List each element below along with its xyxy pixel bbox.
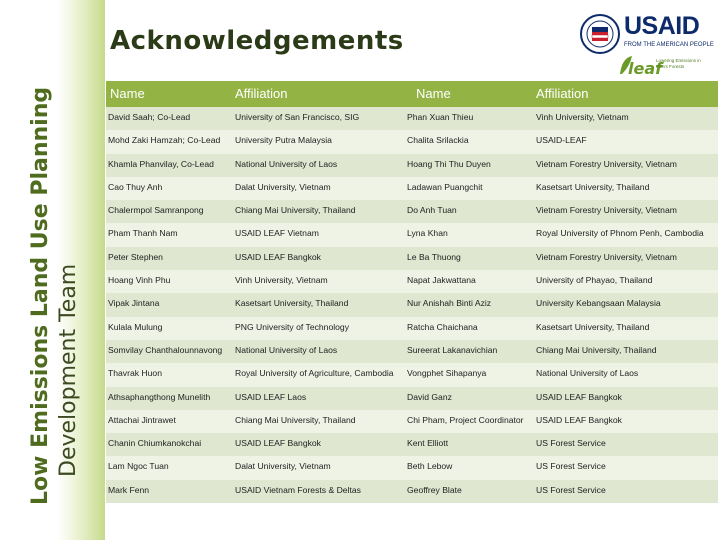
affiliation-cell: Kasetsart University, Thailand [235,298,349,309]
affiliation-cell: Chiang Mai University, Thailand [536,344,657,355]
usaid-seal-icon [580,14,620,54]
affiliation-cell: PNG University of Technology [235,321,349,332]
affiliation-cell: USAID Vietnam Forests & Deltas [235,484,361,495]
table-row [106,177,718,200]
affiliation-cell: University of Phayao, Thailand [536,275,653,286]
table-row [106,317,718,340]
usaid-tagline: FROM THE AMERICAN PEOPLE [624,42,714,48]
affiliation-cell: Vietnam Forestry University, Vietnam [536,158,677,169]
affiliation-cell: Dalat University, Vietnam [235,461,331,472]
member-name-cell: Le Ba Thuong [407,251,461,262]
affiliation-cell: US Forest Service [536,461,606,472]
acknowledgements-table [106,81,718,503]
member-name-cell: Kulala Mulung [108,321,163,332]
table-row [106,387,718,410]
affiliation-cell: Chiang Mai University, Thailand [235,414,356,425]
logo-area [580,12,714,78]
member-name-cell: Chi Pham, Project Coordinator [407,414,524,425]
table-row [106,410,718,433]
table-row [106,270,718,293]
affiliation-cell: USAID LEAF Bangkok [235,251,321,262]
member-name-cell: Mohd Zaki Hamzah; Co-Lead [108,135,221,146]
member-name-cell: Lam Ngoc Tuan [108,461,169,472]
member-name-cell: Vipak Jintana [108,298,160,309]
table-row [106,107,718,130]
affiliation-cell: University Kebangsaan Malaysia [536,298,661,309]
affiliation-cell: University Putra Malaysia [235,135,332,146]
table-row [106,480,718,503]
leaf-tagline: Lowering Emissions in Asia's Forests [656,58,701,69]
member-name-cell: Somvilay Chanthalounnavong [108,344,223,355]
affiliation-cell: Vietnam Forestry University, Vietnam [536,251,677,262]
affiliation-cell: National University of Laos [235,344,338,355]
member-name-cell: Athsaphangthong Munelith [108,391,211,402]
member-name-cell: Chalermpol Samranpong [108,205,204,216]
member-name-cell: Attachai Jintrawet [108,414,176,425]
header-name-2: Name [416,86,451,101]
table-row [106,293,718,316]
affiliation-cell: USAID LEAF Vietnam [235,228,319,239]
table-row [106,433,718,456]
member-name-cell: Lyna Khan [407,228,448,239]
member-name-cell: Ratcha Chaichana [407,321,478,332]
affiliation-cell: USAID LEAF Laos [235,391,307,402]
member-name-cell: Hoang Thi Thu Duyen [407,158,491,169]
member-name-cell: Beth Lebow [407,461,453,472]
table-row [106,247,718,270]
member-name-cell: Khamla Phanvilay, Co-Lead [108,158,214,169]
side-title-line2: Development Team [55,263,81,477]
affiliation-cell: USAID LEAF Bangkok [536,391,622,402]
affiliation-cell: Royal University of Phnom Penh, Cambodia [536,228,704,239]
affiliation-cell: USAID LEAF Bangkok [235,438,321,449]
table-row [106,200,718,223]
table-row [106,456,718,479]
header-name-1: Name [110,86,145,101]
affiliation-cell: US Forest Service [536,484,606,495]
affiliation-cell: Vinh University, Vietnam [235,275,328,286]
member-name-cell: Pham Thanh Nam [108,228,178,239]
affiliation-cell: Kasetsart University, Thailand [536,181,650,192]
affiliation-cell: USAID LEAF Bangkok [536,414,622,425]
member-name-cell: Napat Jakwattana [407,275,476,286]
table-header [106,81,718,107]
table-row [106,363,718,386]
affiliation-cell: Kasetsart University, Thailand [536,321,650,332]
usaid-wordmark: USAID [624,12,700,40]
header-affiliation-1: Affiliation [235,86,288,101]
affiliation-cell: Chiang Mai University, Thailand [235,205,356,216]
side-title-line1: Low Emissions Land Use Planning [27,86,53,505]
member-name-cell: Ladawan Puangchit [407,181,483,192]
member-name-cell: Geoffrey Blate [407,484,462,495]
affiliation-cell: National University of Laos [536,368,639,379]
member-name-cell: David Ganz [407,391,452,402]
affiliation-cell: University of San Francisco, SIG [235,112,360,122]
member-name-cell: Kent Elliott [407,438,449,449]
affiliation-cell: Vinh University, Vietnam [536,112,629,122]
member-name-cell: David Saah; Co-Lead [108,112,191,122]
affiliation-cell: USAID-LEAF [536,135,587,146]
svg-text:leaf: leaf [628,59,663,78]
member-name-cell: Sureerat Lakanavichian [407,344,498,355]
member-name-cell: Do Anh Tuan [407,205,457,216]
table-row [106,154,718,177]
table-row [106,223,718,246]
member-name-cell: Thavrak Huon [108,368,162,379]
affiliation-cell: Vietnam Forestry University, Vietnam [536,205,677,216]
member-name-cell: Hoang Vinh Phu [108,275,171,286]
affiliation-cell: US Forest Service [536,438,606,449]
header-affiliation-2: Affiliation [536,86,589,101]
table-body [106,107,718,503]
table-row [106,130,718,153]
member-name-cell: Peter Stephen [108,251,163,262]
member-name-cell: Vongphet Sihapanya [407,368,487,379]
leaf-logo-icon [618,52,663,78]
member-name-cell: Mark Fenn [108,484,150,495]
affiliation-cell: National University of Laos [235,158,338,169]
side-title [2,0,107,505]
member-name-cell: Phan Xuan Thieu [407,112,474,122]
page-title: Acknowledgements [110,26,404,56]
member-name-cell: Chanin Chiumkanokchai [108,438,202,449]
affiliation-cell: Dalat University, Vietnam [235,181,331,192]
member-name-cell: Nur Anishah Binti Aziz [407,298,492,309]
member-name-cell: Cao Thuy Anh [108,181,163,192]
affiliation-cell: Royal University of Agriculture, Cambodia [235,368,394,379]
table-row [106,340,718,363]
member-name-cell: Chalita Srilackia [407,135,469,146]
